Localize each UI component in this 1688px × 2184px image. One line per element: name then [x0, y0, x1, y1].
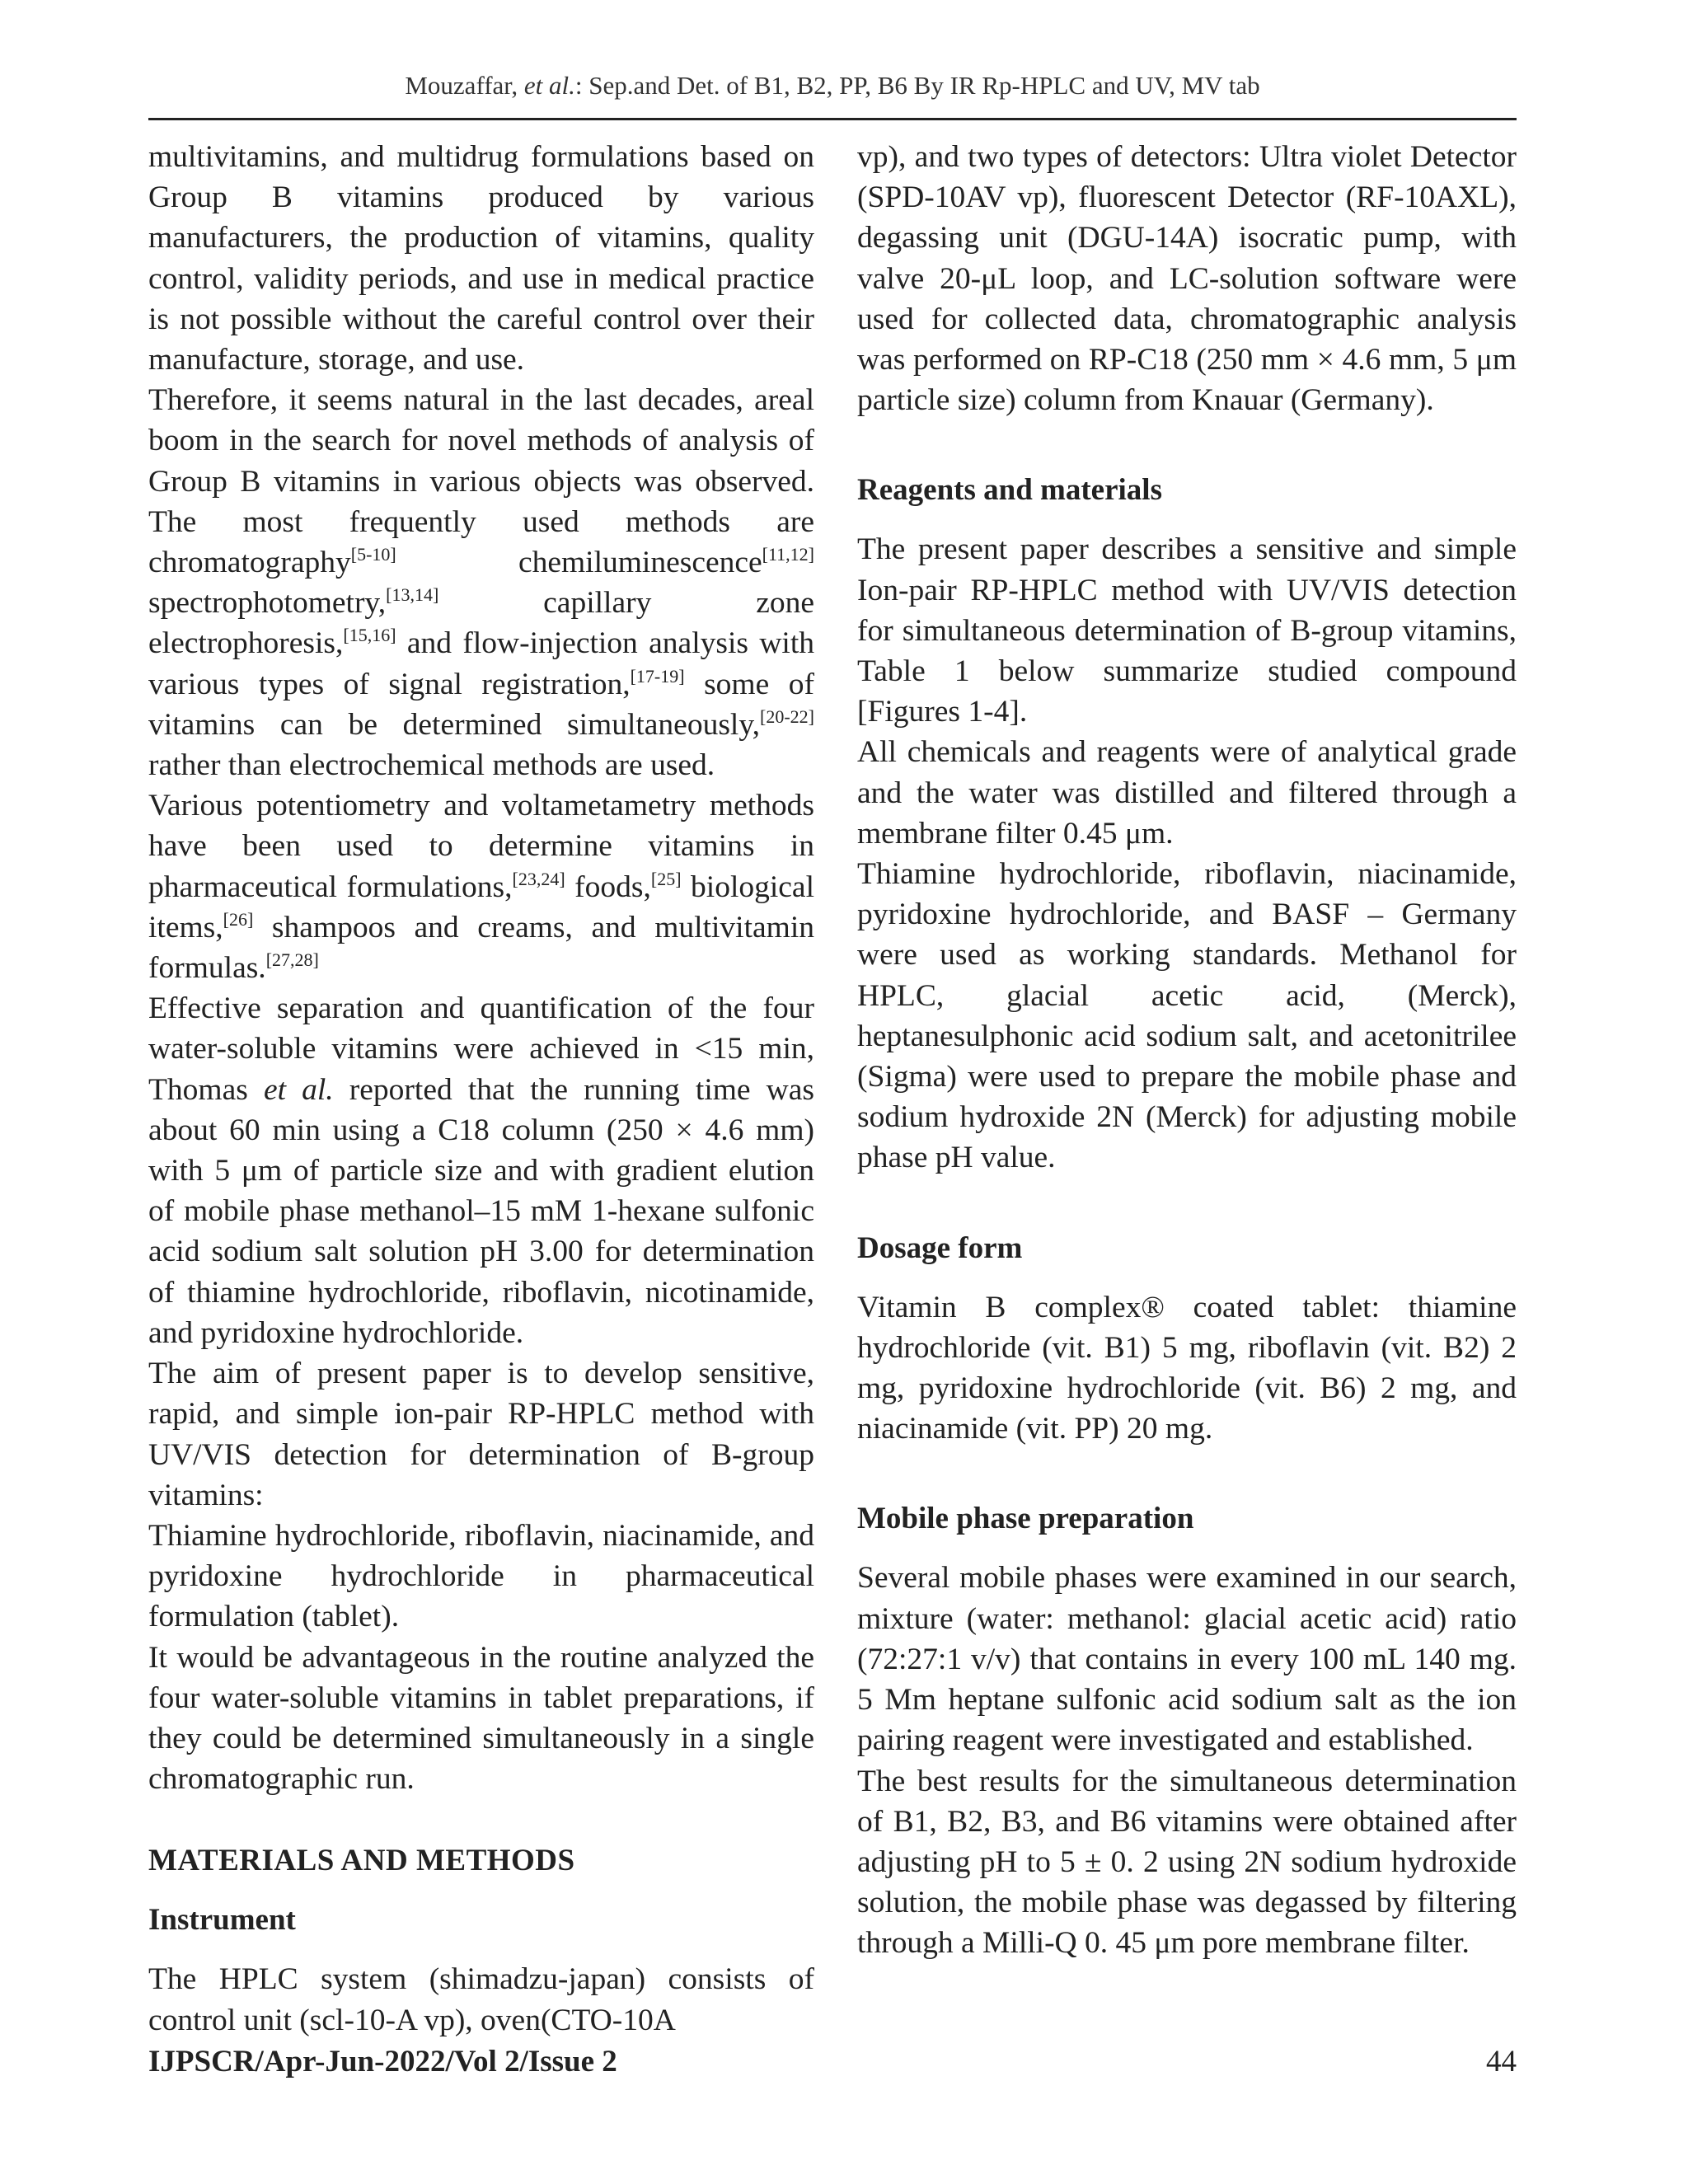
paragraph-analytes: Thiamine hydrochloride, riboflavin, niacinamide, and pyridoxine hydrochloride in pharmaceutical formulation (tablet). — [148, 1518, 814, 1634]
citation: [11,12] — [762, 544, 814, 565]
header-title: : Sep.and Det. of B1, B2, PP, B6 By IR Rp-HPLC and UV, MV tab — [574, 71, 1260, 100]
paragraph: Vitamin B complex® coated tablet: thiamine hydrochloride (vit. B1) 5 mg, riboflavin (vit. B2) 2 mg, pyridoxine hydrochloride (vit. B6) 2 mg, and niacinamide (vit. PP) 20 mg. — [857, 1290, 1517, 1446]
citation: [13,14] — [386, 584, 439, 606]
citation: [26] — [223, 908, 254, 930]
subheading-instrument: Instrument — [148, 1903, 296, 1938]
journal-info: IJPSCR/Apr-Jun-2022/Vol 2/Issue 2 — [148, 2045, 617, 2079]
page-footer — [148, 2044, 1517, 2085]
page-number: 44 — [1486, 2045, 1517, 2079]
paragraph: Thiamine hydrochloride, riboflavin, niacinamide, pyridoxine hydrochloride, and BASF – Germany were used as working standards. Methanol for HPLC, glacial acetic acid, (Merck), heptanesulphonic acid sodium salt, and acetonitrilee (Sigma) were used to prepare the mobile phase and sodium hydroxide 2N (Merck) for adjusting mobile phase pH value. — [857, 857, 1517, 1175]
paragraph: Several mobile phases were examined in our search, mixture (water: methanol: glacial acetic acid) ratio (72:27:1 v/v) that contains in every 100 mL 140 mg. 5 Mm heptane sulfonic acid sodium salt as the ion pairing reagent were investigated and established. — [857, 1561, 1517, 1758]
paragraph-instrument-cont: vp), and two types of detectors: Ultra violet Detector (SPD-10AV vp), fluorescent Detector (RF-10AXL), degassing unit (DGU-14A) isocratic pump, with valve 20-μL loop, and LC-solution software were used for collected data, chromatographic analysis was performed on RP-C18 (250 mm × 4.6 mm, 5 μm particle size) column from Knauar (Germany). — [857, 140, 1517, 418]
paragraph: The present paper describes a sensitive and simple Ion-pair RP-HPLC method with UV/VIS detection for simultaneous determination of B-group vitamins, Table 1 below summarize studied compound [Figures 1-4]. — [857, 532, 1517, 729]
citation: [27,28] — [265, 949, 319, 971]
citation: [23,24] — [512, 868, 565, 889]
paragraph: multivitamins, and multidrug formulations based on Group B vitamins produced by various manufacturers, the production of vitamins, quality control, validity periods, and use in medical practice is not possible without the careful control over their manufacture, storage, and use. — [148, 140, 814, 377]
paragraph-advantage: It would be advantageous in the routine analyzed the four water-soluble vitamins in tablet preparations, if they could be determined simultaneously in a single chromatographic run. — [148, 1640, 814, 1797]
subheading-mobile-phase: Mobile phase preparation — [857, 1502, 1194, 1536]
paragraph-potentiometry: Various potentiometry and voltametametry methods have been used to determine vitamins in pharmaceutical formulations,[23,24] foods,[25] biological items,[26] shampoos and creams, and multivitamin formulas.[27,28] — [148, 789, 814, 986]
subheading-reagents: Reagents and materials — [857, 473, 1162, 508]
citation: [17-19] — [630, 665, 685, 687]
header-etal: et al. — [523, 71, 575, 100]
right-column — [857, 137, 1517, 1964]
paragraph-separation: Effective separation and quantification of the four water-soluble vitamins were achieved in <15 min, Thomas et al. reported that the running time was about 60 min using a C18 column (250 × 4.6 mm) with 5 μm of particle size and with gradient elution of mobile phase methanol–15 mM 1-hexane sulfonic acid sodium salt solution pH 3.00 for determination of thiamine hydrochloride, riboflavin, nicotinamide, and pyridoxine hydrochloride. — [148, 991, 814, 1350]
citation: [20-22] — [760, 705, 814, 727]
paragraph-instrument: The HPLC system (shimadzu-japan) consists of control unit (scl-10-A vp), oven(CTO-10A — [148, 1962, 814, 2037]
paragraph-aim: The aim of present paper is to develop sensitive, rapid, and simple ion-pair RP-HPLC method with UV/VIS detection for determination of B-group vitamins: — [148, 1357, 814, 1512]
running-header — [148, 71, 1517, 101]
section-heading-materials-methods: MATERIALS AND METHODS — [148, 1844, 575, 1878]
paragraph: All chemicals and reagents were of analytical grade and the water was distilled and filtered through a membrane filter 0.45 μm. — [857, 735, 1517, 851]
paragraph-methods-review: Therefore, it seems natural in the last decades, areal boom in the search for novel methods of analysis of Group B vitamins in various objects was observed. The most frequently used methods are chromatography[5-10] chemiluminescence[11,12] spectrophotometry,[13,14] capillary zone electrophoresis,[15,16] and flow-injection analysis with various types of signal registration,[17-19] some of vitamins can be determined simultaneously,[20-22] rather than electrochemical methods are used. — [148, 383, 814, 783]
header-authors: Mouzaffar, — [405, 71, 524, 100]
citation: [15,16] — [343, 625, 396, 646]
citation: [5-10] — [350, 544, 396, 565]
subheading-dosage-form: Dosage form — [857, 1230, 1023, 1265]
citation: [25] — [650, 868, 682, 889]
left-column — [148, 137, 814, 2041]
paragraph: The best results for the simultaneous determination of B1, B2, B3, and B6 vitamins were obtained after adjusting pH to 5 ± 0. 2 using 2N sodium hydroxide solution, the mobile phase was degassed by filtering through a Milli-Q 0. 45 μm pore membrane filter. — [857, 1764, 1517, 1961]
header-divider — [148, 118, 1517, 120]
